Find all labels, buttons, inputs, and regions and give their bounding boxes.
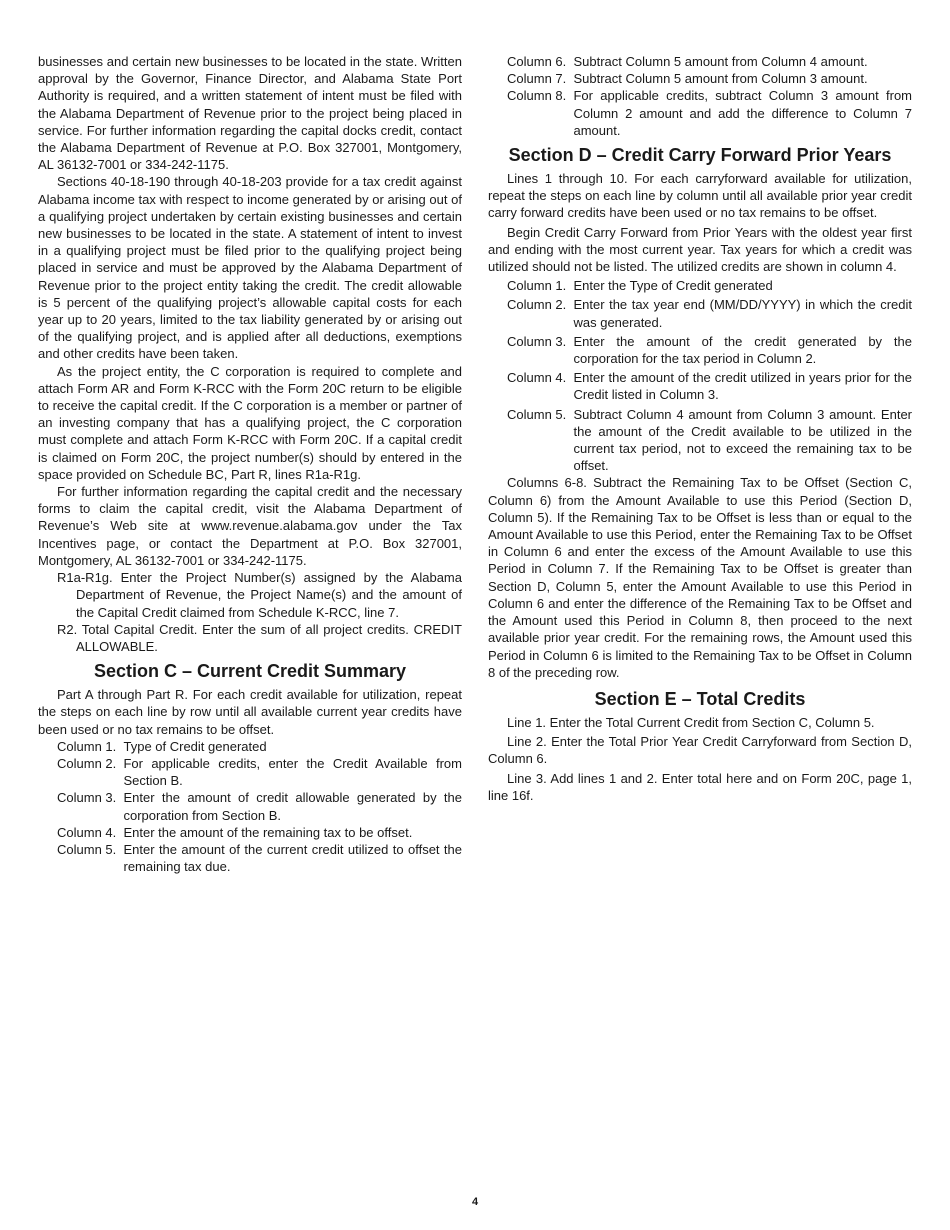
column-label: Column 1.	[57, 738, 124, 754]
section-d-intro: Lines 1 through 10. For each carryforward available for utilization, repeat the steps on each line by column until all available prior year credit carry forward credits have been used or no tax remains to be offset.	[488, 171, 912, 221]
section-c-column-4	[57, 824, 462, 841]
section-d-column-1	[507, 277, 912, 294]
capital-credit-paragraph: Sections 40-18-190 through 40-18-203 provide for a tax credit against Alabama income tax with respect to income generated by or arising out of a qualifying project undertaken by certain existing businesses and certain new businesses to be located in the state. A statement of intent to invest in a qualifying project must be filed prior to the qualifying project being placed in service and must be approved by the Alabama Department of Revenue prior to the project entity taking the credit. The credit allowable is 5 percent of the qualifying project’s allowable capital costs for each year up to 20 years, limited to the tax liability generated by or arising out of the qualifying project, and is applied after all deductions, exemptions and other credits have been taken.	[38, 174, 462, 362]
column-label: Column 5.	[507, 406, 574, 422]
section-c-column-5	[57, 841, 462, 875]
section-d-heading: Section D – Credit Carry Forward Prior Years	[508, 145, 892, 166]
column-label: Column 2.	[57, 755, 124, 771]
column-text: Enter the amount of the credit utilized in years prior for the Credit listed in Column 3.	[573, 370, 912, 403]
column-text: Subtract Column 5 amount from Column 4 amount.	[573, 54, 868, 69]
column-text: Enter the amount of the credit generated by the corporation for the tax period in Column 2.	[573, 333, 912, 367]
section-c-column-7	[507, 70, 912, 87]
capital-docks-paragraph: businesses and certain new businesses to be located in the state. Written approval by the Governor, Finance Director, and Alabama State Port Authority is required, and a written statement of intent must be filed with the Alabama Department of Revenue prior to the project being placed in service. For further information regarding the capital docks credit, contact the Alabama Department of Revenue at P.O. Box 327001, Montgomery, AL 36132-7001 or 334-242-1175.	[38, 54, 462, 173]
section-c-column-6	[507, 53, 912, 70]
section-d-column-2	[507, 296, 912, 330]
column-label: Column 8.	[507, 88, 574, 104]
column-text: Enter the amount of the remaining tax to be offset.	[123, 824, 413, 840]
column-label: Column 4.	[57, 824, 124, 840]
section-e-line-1: Line 1. Enter the Total Current Credit from Section C, Column 5.	[507, 714, 875, 730]
section-d-column-5	[507, 406, 912, 475]
column-label: Column 7.	[507, 71, 574, 87]
section-c-column-3	[57, 789, 462, 823]
column-label: Column 3.	[57, 790, 124, 806]
section-c-intro: Part A through Part R. For each credit available for utilization, repeat the steps on each line by row until all available current year credits have been used or no tax remains to be offset.	[38, 687, 462, 737]
column-text: Subtract Column 5 amount from Column 3 amount.	[573, 71, 868, 87]
column-label: Column 5.	[57, 841, 124, 857]
page-number: 4	[471, 1196, 479, 1208]
section-e-line-2: Line 2. Enter the Total Prior Year Credit Carryforward from Section D, Column 6.	[488, 734, 912, 767]
column-text: Enter the amount of the current credit utilized to offset the remaining tax due.	[123, 841, 462, 875]
section-d-column-3	[507, 333, 912, 367]
section-d-columns-6-8-paragraph: Columns 6-8. Subtract the Remaining Tax to be Offset (Section C, Column 6) from the Amount Available to use this Period (Section D, Column 5). If the Remaining Tax to be Offset is less than or equal to the Amount Available to use this Period, enter the Remaining Tax to be Offset in Column 6 and enter the excess of the Amount Available to use this Period in Column 7. If the Remaining Tax to be Offset is greater than Section D, Column 5, enter the Amount Available to use this Period in Column 6 and enter the difference of the Remaining Tax to be Offset and the Amount used this Period in Column 8, then proceed to the next available prior year credit. For the remaining rows, the Amount used this Period in Column 6 is limited to the Remaining Tax to be Offset in Column 8 of the preceding row.	[488, 475, 912, 680]
column-text: For applicable credits, enter the Credit Available from Section B.	[123, 755, 462, 789]
column-text: For applicable credits, subtract Column 3 amount from Column 2 amount and add the difference to Column 7 amount.	[573, 88, 912, 138]
column-text: Enter the Type of Credit generated	[573, 278, 773, 294]
line-r1-instruction: R1a-R1g. Enter the Project Number(s) assigned by the Alabama Department of Revenue, the Project Name(s) and the amount of the Capital Credit claimed from Schedule K-RCC, line 7.	[57, 570, 462, 620]
further-information-paragraph: For further information regarding the capital credit and the necessary forms to claim the capital credit, visit the Alabama Department of Revenue’s Web site at www.revenue.alabama.gov under the Tax Incentives page, or contact the Department at P.O. Box 327001, Montgomery, AL 36132-7001 or 334-242-1175.	[38, 484, 462, 568]
column-label: Column 2.	[507, 297, 574, 313]
column-label: Column 6.	[507, 54, 574, 69]
section-c-column-8	[507, 87, 912, 139]
column-label: Column 1.	[507, 278, 574, 294]
column-text: Enter the amount of credit allowable generated by the corporation from Section B.	[123, 790, 462, 823]
line-r2-instruction: R2. Total Capital Credit. Enter the sum of all project credits. CREDIT ALLOWABLE.	[57, 621, 462, 654]
left-column	[38, 53, 462, 875]
section-e-line-3: Line 3. Add lines 1 and 2. Enter total here and on Form 20C, page 1, line 16f.	[488, 770, 912, 803]
right-column	[488, 0, 912, 804]
column-label: Column 3.	[507, 333, 574, 349]
project-entity-paragraph: As the project entity, the C corporation is required to complete and attach Form AR and Form K-RCC with the Form 20C return to be eligible to receive the capital credit. If the C corporation is a member or partner of an investing company that has a qualifying project, the C corporation must complete and attach Form K-RCC with Form 20C. If a capital credit is claimed on Form 20C, the project number(s) should by entered in the space provided on Schedule BC, Part R, lines R1a-R1g.	[38, 363, 462, 482]
column-text: Enter the tax year end (MM/DD/YYYY) in which the credit was generated.	[573, 297, 912, 330]
section-d-oldest-year-paragraph: Begin Credit Carry Forward from Prior Years with the oldest year first and ending with the most current year. Tax years for which a credit was utilized should not be listed. The utilized credits are shown in column 4.	[488, 224, 912, 275]
column-label: Column 4.	[507, 370, 574, 386]
section-d-column-4	[507, 369, 912, 403]
section-e-heading: Section E – Total Credits	[594, 688, 806, 709]
section-c-column-2	[57, 755, 462, 789]
section-c-heading: Section C – Current Credit Summary	[93, 661, 407, 682]
column-5-continuation-spacer	[488, 0, 912, 53]
column-text: Subtract Column 4 amount from Column 3 amount. Enter the amount of the Credit available to be utilized in the current tax period, not to exceed the remaining tax to be offset.	[573, 406, 912, 474]
section-c-column-1	[57, 738, 462, 755]
column-text: Type of Credit generated	[123, 738, 267, 754]
